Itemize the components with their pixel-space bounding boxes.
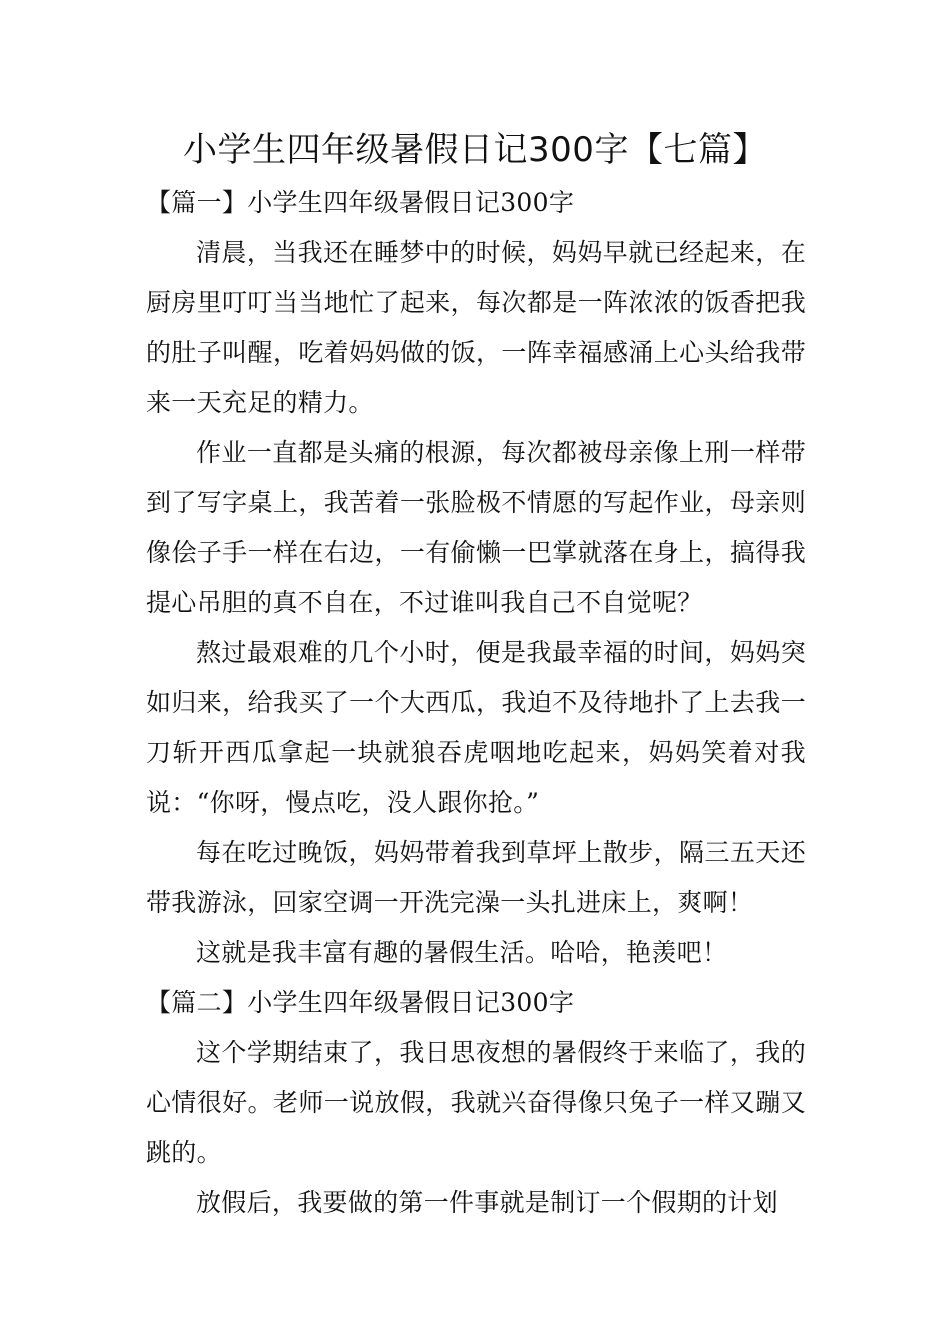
section-2 xyxy=(146,978,806,1228)
document-title: 小学生四年级暑假日记300字【七篇】 xyxy=(183,130,767,170)
paragraph: 作业一直都是头痛的根源，每次都被母亲像上刑一样带到了写字桌上，我苦着一张脸极不情愿的写起作业，母亲则像侩子手一样在右边，一有偷懒一巴掌就落在身上，搞得我提心吊胆的真不自在，不过谁叫我自己不自觉呢？ xyxy=(146,438,806,617)
section-heading: 【篇二】小学生四年级暑假日记300字 xyxy=(146,988,575,1017)
section-1 xyxy=(146,178,806,978)
paragraph: 这就是我丰富有趣的暑假生活。哈哈，艳羡吧！ xyxy=(196,938,728,967)
paragraph: 清晨，当我还在睡梦中的时候，妈妈早就已经起来，在厨房里叮叮当当地忙了起来，每次都是一阵浓浓的饭香把我的肚子叫醒，吃着妈妈做的饭，一阵幸福感涌上心头给我带来一天充足的精力。 xyxy=(146,238,806,417)
document-body xyxy=(146,178,806,1228)
section-heading: 【篇一】小学生四年级暑假日记300字 xyxy=(146,188,575,217)
paragraph: 放假后，我要做的第一件事就是制订一个假期的计划 xyxy=(196,1188,778,1217)
paragraph: 每在吃过晚饭，妈妈带着我到草坪上散步，隔三五天还带我游泳，回家空调一开洗完澡一头扎进床上，爽啊！ xyxy=(146,838,806,917)
paragraph: 这个学期结束了，我日思夜想的暑假终于来临了，我的心情很好。老师一说放假，我就兴奋得像只兔子一样又蹦又跳的。 xyxy=(146,1038,806,1167)
paragraph: 熬过最艰难的几个小时，便是我最幸福的时间，妈妈突如归来，给我买了一个大西瓜，我迫不及待地扑了上去我一刀斩开西瓜拿起一块就狼吞虎咽地吃起来，妈妈笑着对我说：“你呀，慢点吃，没人跟你抢。” xyxy=(146,638,806,817)
